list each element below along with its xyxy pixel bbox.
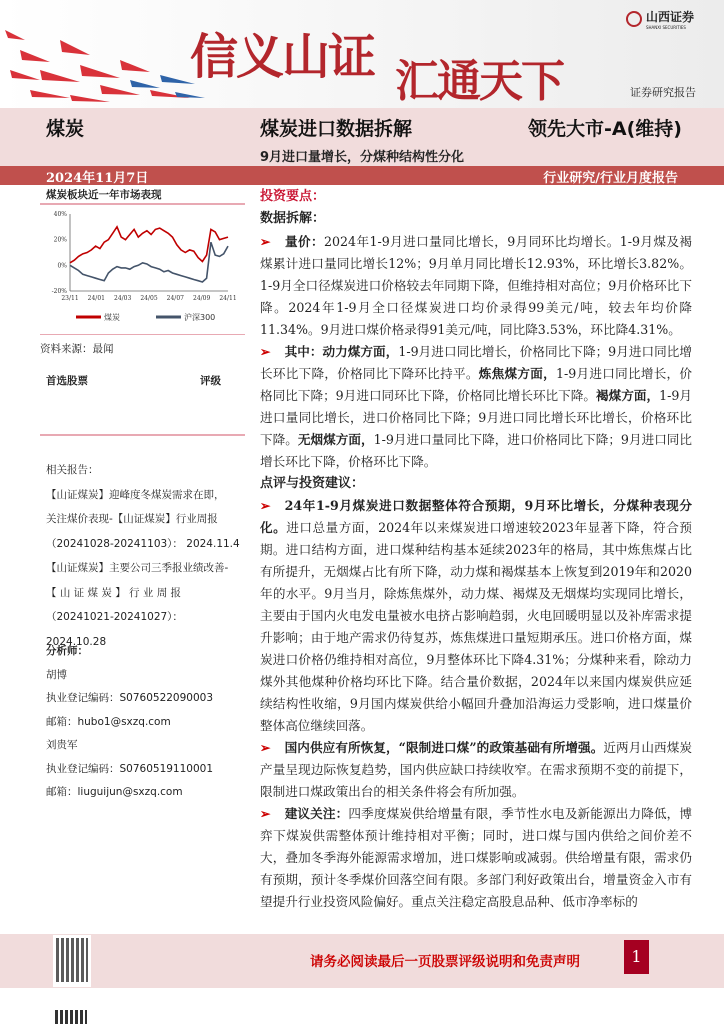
x-tick-label: 24/03 [114,295,132,302]
chart-source: 资料来源：最闻 [40,343,114,355]
arrow-bullet-icon: ➢ [260,498,271,513]
rating-header: 评级 [200,375,221,387]
disclaimer-notice[interactable]: 请务必阅读最后一页股票评级说明和免责声明 [310,954,580,970]
report-date: 2024年11月7日 [46,171,149,186]
chart-title: 煤炭板块近一年市场表现 [46,189,162,201]
logo-icon [626,11,642,27]
x-tick-label: 24/09 [193,295,211,302]
qr-code-icon [53,935,91,987]
report-type: 证券研究报告 [630,86,696,99]
y-tick-label: 40% [53,211,67,218]
subtitle: 9月进口量增长，分煤种结构性分化 [260,150,465,165]
related-link[interactable]: 关注煤价表现-【山证煤炭】行业周报 [46,513,218,525]
analyst-email[interactable]: 邮箱：hubo1@sxzq.com [46,715,171,728]
market-chart [36,206,246,328]
related-link[interactable]: 【山证煤炭】迎峰度冬煤炭需求在即， [46,488,225,501]
industry: 煤炭 [46,118,85,140]
slogan-2: 汇通天下 [395,56,563,107]
analyst-code: 执业登记编码：S0760519110001 [46,762,214,775]
report-category: 行业研究/行业月度报告 [543,171,678,186]
brand-en: SHANXI SECURITIES [646,25,686,30]
brand-name: 山西证券 [646,10,695,24]
analyst-name: 胡博 [46,668,67,681]
paragraph-review: ➢ 24年1-9月煤炭进口数据整体符合预期，9月环比增长，分煤种表现分化。进口总量方面，2024年以来煤炭进口增速较2023年显著下降，符合预期。进口结构方面，进口煤种结构基本延续2023年的格局，其中炼焦煤占比有所提升，无烟煤占比有所下降，动力煤和褐煤基本上恢复到2019年和2020年的水平。9月当月，除炼焦煤外，动力煤、褐煤及无烟煤均实现同比增长，主要由于国内火电发电量被水电挤占影响趋弱，火电回暖明显以及补库需求提升影响；由于地产需求仍待复苏，炼焦煤进口量短期承压。进口价格方面，煤炭进口价格仍维持相对高位，9月整体环比下降4.31%；分煤种来看，除动力煤外其他煤种价格均环比下降。结合量价数据，2024年以来国内煤炭供应延续结构性收缩，9月国内煤炭供给小幅回升叠加沿海运力受影响，进口煤量价整体高位继续回落。 [260,498,693,733]
slogan-1: 信义山证 [190,29,375,85]
page-number: 1 [624,940,649,974]
divider [40,434,245,436]
main-content [260,187,692,913]
report-title: 煤炭进口数据拆解 [260,118,413,140]
analyst-code: 执业登记编码：S0760522090003 [46,692,214,704]
subsection-title: 点评与投资建议： [260,476,365,491]
section-title: 投资要点： [260,189,326,204]
y-tick-label: 0% [57,262,67,270]
arrow-bullet-icon: ➢ [260,806,271,821]
analyst-title: 分析师： [46,645,88,657]
header-banner [0,0,724,108]
arrow-bullet-icon: ➢ [260,234,271,249]
divider [40,334,245,335]
footer-band [0,934,724,988]
related-date: （20241021-20241027）： 2024.10.28 [46,611,183,648]
x-tick-label: 24/11 [219,295,237,302]
brand-logo [626,8,694,30]
paragraph-coal-types: ➢ 其中：动力煤方面，1-9月进口同比增长，价格同比下降；9月进口同比增长环比下降，价格同比下降环比持平。炼焦煤方面，1-9月进口同比增长，价格同比下降；9月进口同环比下降，价格同比增长环比下降。褐煤方面，1-9月进口量同比增长，进口价格同比下降；9月进口同比增长环比增长，价格环比下降。无烟煤方面，1-9月进口量同比下降，进口价格同比下降；9月进口同比增长环比下降，价格环比下降。 [260,344,693,469]
related-link[interactable]: 【山证煤炭】主要公司三季报业绩改善- [46,562,229,574]
divider [40,203,245,205]
subsection-title: 数据拆解： [260,211,326,226]
legend-label: 煤炭 [104,313,120,322]
related-date: （20241028-20241103）： 2024.11.4 [46,537,240,550]
rating: 领先大市-A(维持) [528,118,682,140]
arrow-bullet-icon: ➢ [260,740,271,755]
analyst-email[interactable]: 邮箱：liuguijun@sxzq.com [46,786,183,798]
paragraph-suggestion: ➢ 建议关注：四季度煤炭供给增量有限，季节性水电及新能源出力降低，博弈下煤炭供需整体预计维持相对平衡；同时，进口煤与国内供给之间价差不大，叠加冬季海外能源需求增加，进口煤影响或减弱。供给增量有限，需求仍有预期，预计冬季煤价回落空间有限。多部门利好政策出台，增量资金入市有望提升行业投资风险偏好。重点关注稳定高股息品种、低市净率标的 [260,806,693,909]
y-tick-label: -20% [51,288,67,295]
related-link[interactable]: 【 山 证 煤 炭 】 行 业 周 报 [46,586,182,599]
x-tick-label: 24/07 [166,295,184,302]
series-line-煤炭 [70,227,228,263]
date-bar [0,166,724,185]
paragraph-price-volume: ➢ 量价：2024年1-9月进口量同比增长，9月同环比均增长。1-9月煤及褐煤累计进口量同比增长12%；9月单月同比增长12.93%，环比增长3.82%。1-9月全口径煤炭进口价格较去年同期下降，但维持相对高位；9月价格环比下降。2024年1-9月全口径煤炭进口均价录得99美元/吨，较去年均价降11.34%。9月进口煤价格录得91美元/吨，同比降3.53%，环比降4.31%。 [260,234,693,337]
x-tick-label: 24/05 [140,295,158,302]
analyst-name: 刘贵军 [46,739,78,751]
y-tick-label: 20% [53,236,67,244]
paragraph-supply: ➢ 国内供应有所恢复，“限制进口煤”的政策基础有所增强。近两月山西煤炭产量呈现边际恢复趋势，国内供应缺口持续收窄。在需求预期不变的前提下，限制进口煤政策出台的相关条件将会有所加强。 [260,740,692,799]
related-reports [46,458,246,654]
title-band [0,108,724,166]
related-title: 相关报告： [46,464,99,476]
qr-code-icon [55,1010,87,1024]
analysts [46,640,213,805]
legend-label: 沪深300 [184,313,216,322]
x-tick-label: 24/01 [87,295,105,302]
x-tick-label: 23/11 [61,295,79,302]
arrow-bullet-icon: ➢ [260,344,271,359]
stock-header: 首选股票 [46,375,88,387]
